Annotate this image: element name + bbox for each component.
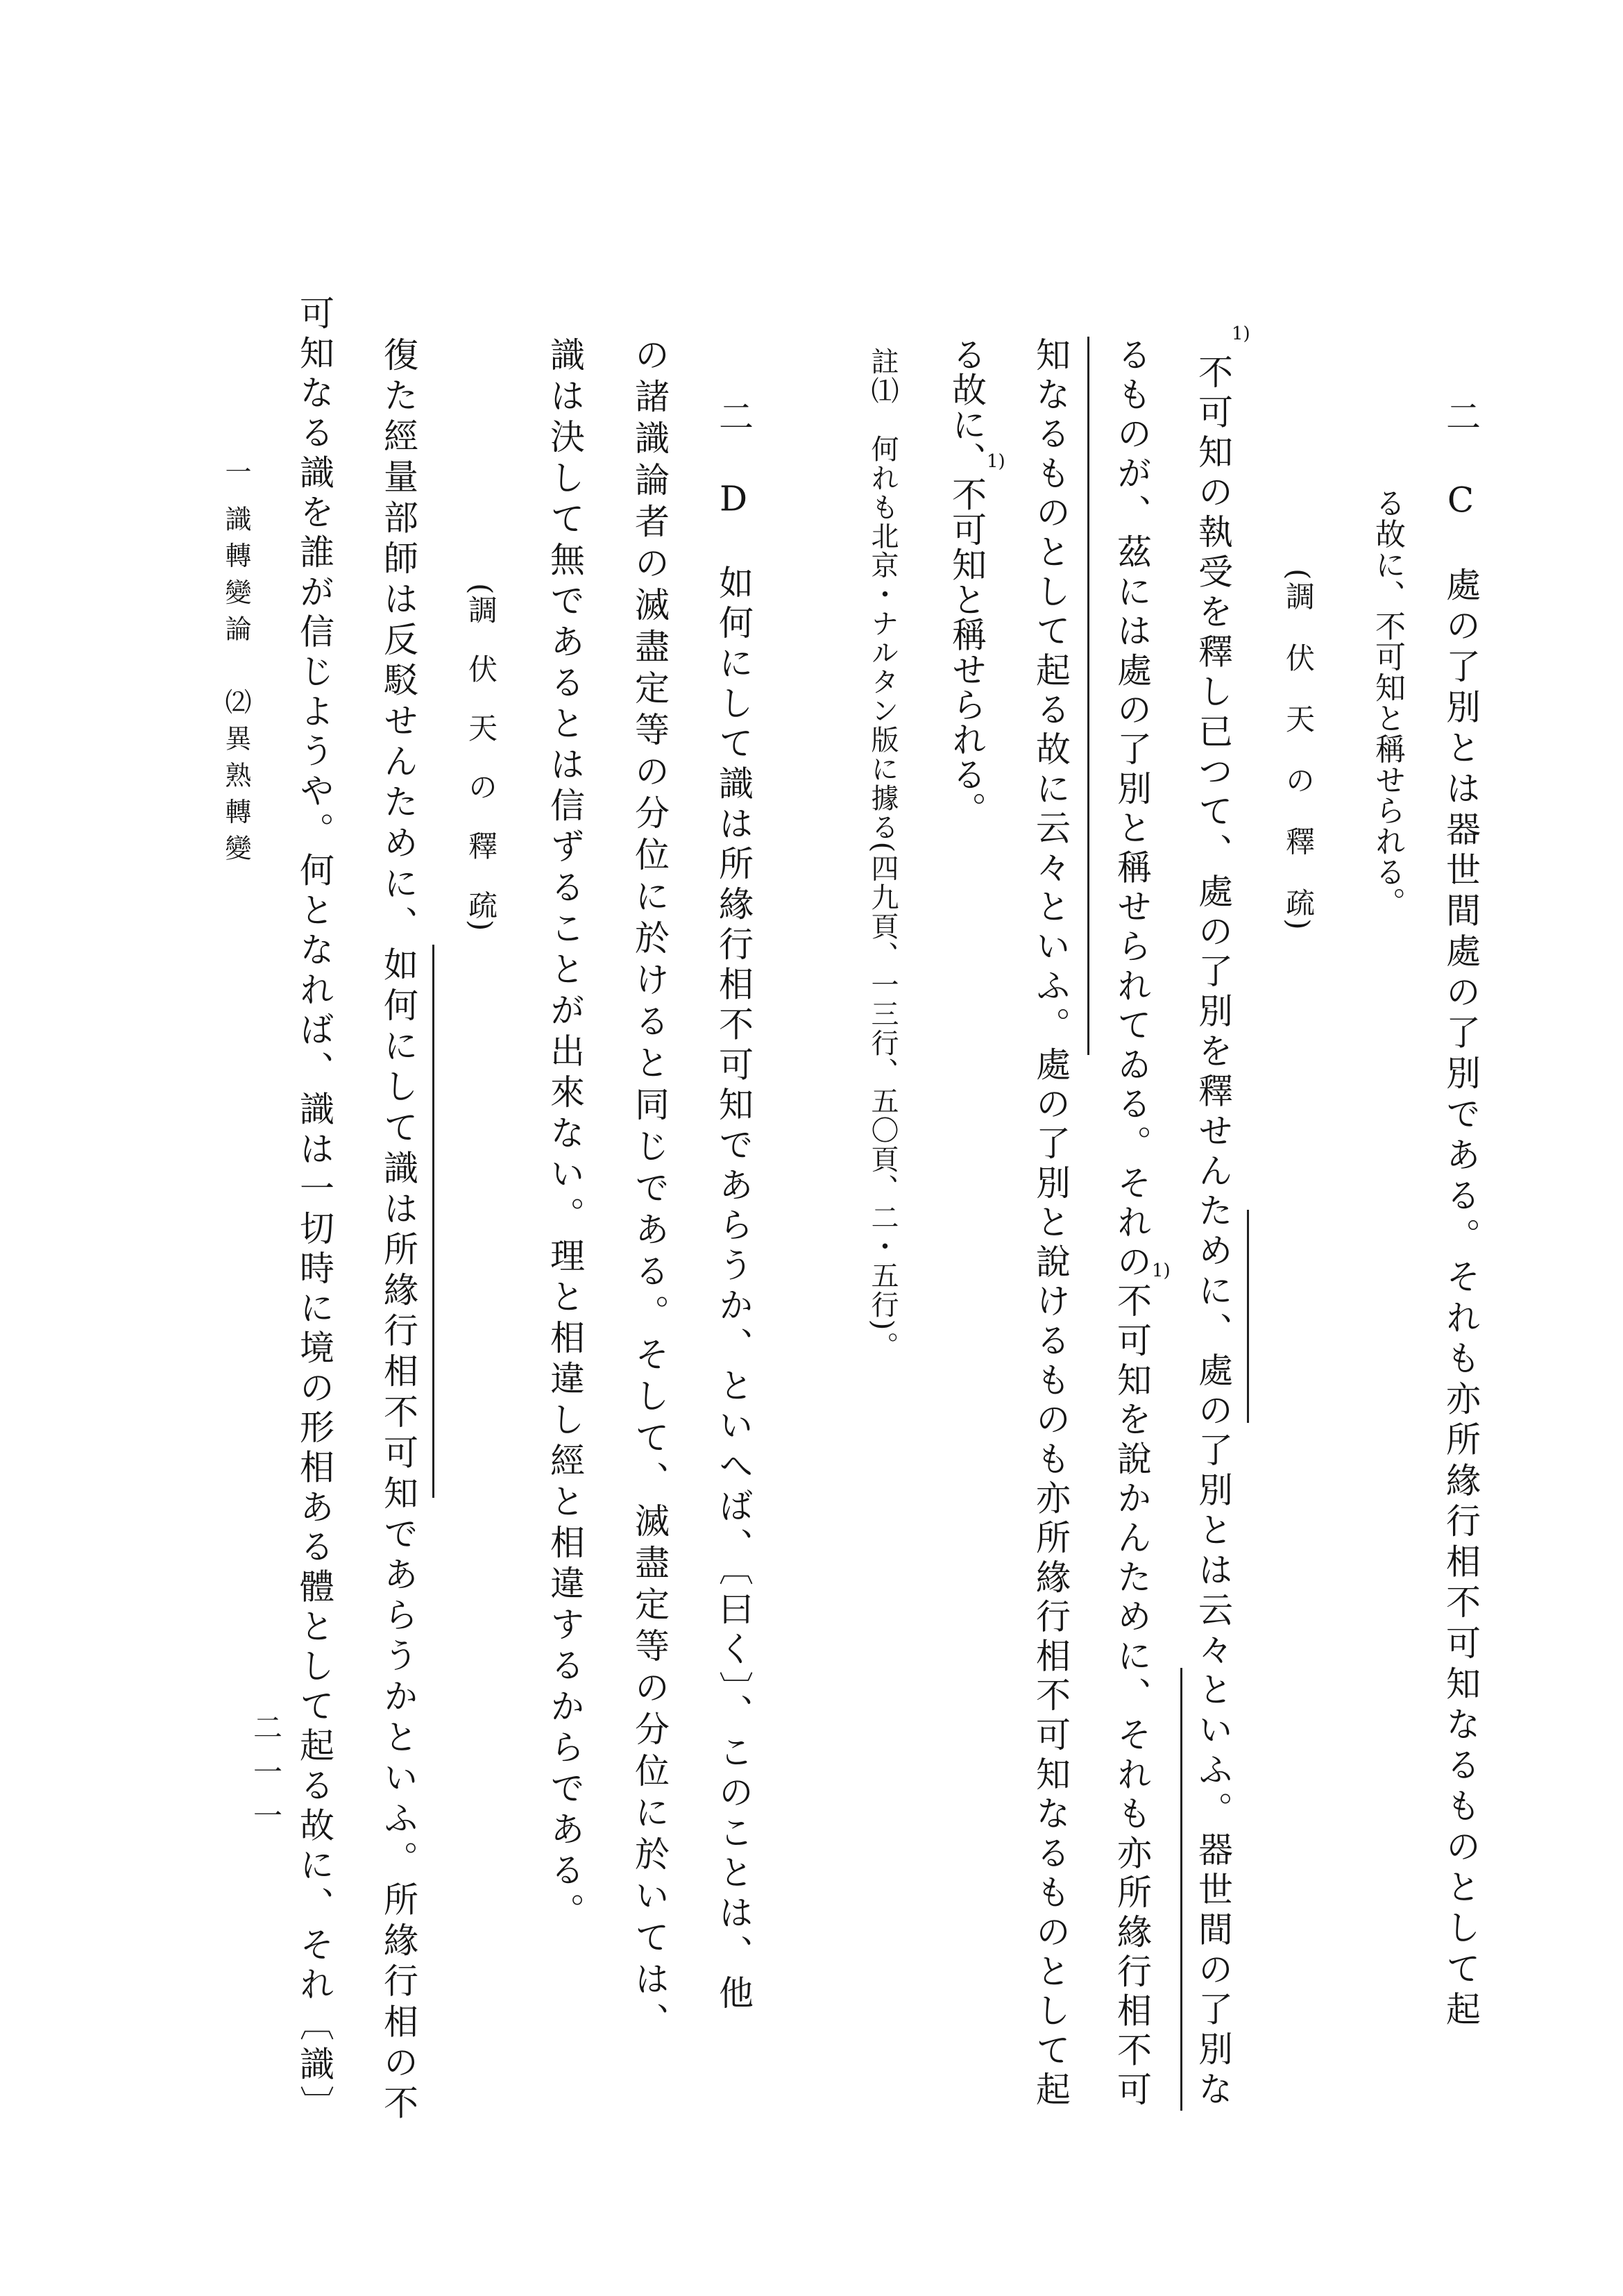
section-d-line: 識は決して無であるとは信ずることが出來ない。理と相違し經と相違するからである。	[545, 337, 585, 1934]
emphasis-sideline	[1247, 1210, 1249, 1423]
emphasis-sideline	[1087, 337, 1089, 1055]
commentary-line: るものが、茲には處の了別と稱せられてゐる。それの不可知を說かんために、それも亦所緣行相不可	[1112, 337, 1152, 2111]
emphasis-sideline	[1180, 1668, 1182, 2111]
footnote-marker: 1)	[987, 451, 1005, 472]
footnote-marker: 1)	[1152, 1260, 1171, 1281]
footnote-marker: 1)	[1232, 323, 1250, 344]
section-d-line: の諸識論者の滅盡定等の分位に於けると同じである。そして、滅盡定等の分位に於いては、	[629, 337, 670, 2044]
running-head-chapter: 一	[221, 458, 251, 484]
commentary-title: (調 伏 天 の 釋 疏)	[1282, 568, 1316, 931]
commentary-title: (調 伏 天 の 釋 疏)	[464, 583, 498, 931]
running-head-title: 識轉變論 ⑵異熟轉變	[221, 505, 251, 871]
commentary-line: る故に、不可知と稱せられる。	[946, 337, 987, 827]
page-number: 二一一	[249, 1712, 283, 1844]
section-c-line: 二 C 處の了別とは器世間處の了別である。それも亦所緣行相不可知なるものとして起	[1441, 398, 1481, 2032]
commentary-line: 復た經量部師は反駁せんために、如何にして識は所緣行相不可知であらうかといふ。所緣行相の不	[378, 337, 418, 2125]
commentary-line: 不可知の執受を釋し已つて、處の了別を釋せんために、處の了別とは云々といふ。器世間の了別な	[1193, 354, 1233, 2111]
emphasis-sideline	[432, 945, 434, 1498]
commentary-line: 知なるものとして起る故に云々といふ。處の了別と說けるものも亦所緣行相不可知なるものとして起	[1030, 337, 1071, 2111]
footnote: 註⑴ 何れも北京・ナルタン版に據る(四九頁、一三行、五〇頁、二・五行)。	[867, 347, 899, 1361]
section-d-line: 二 D 如何にして識は所緣行相不可知であらうか、といへば、〔曰く〕、このことは、他	[713, 398, 754, 2015]
commentary-line: 可知なる識を誰が信じようや。何となれば、識は一切時に境の形相ある體として起る故に、それ〔識〕	[294, 295, 334, 2125]
section-c-line: る故に、不可知と稱せられる。	[1370, 487, 1405, 918]
